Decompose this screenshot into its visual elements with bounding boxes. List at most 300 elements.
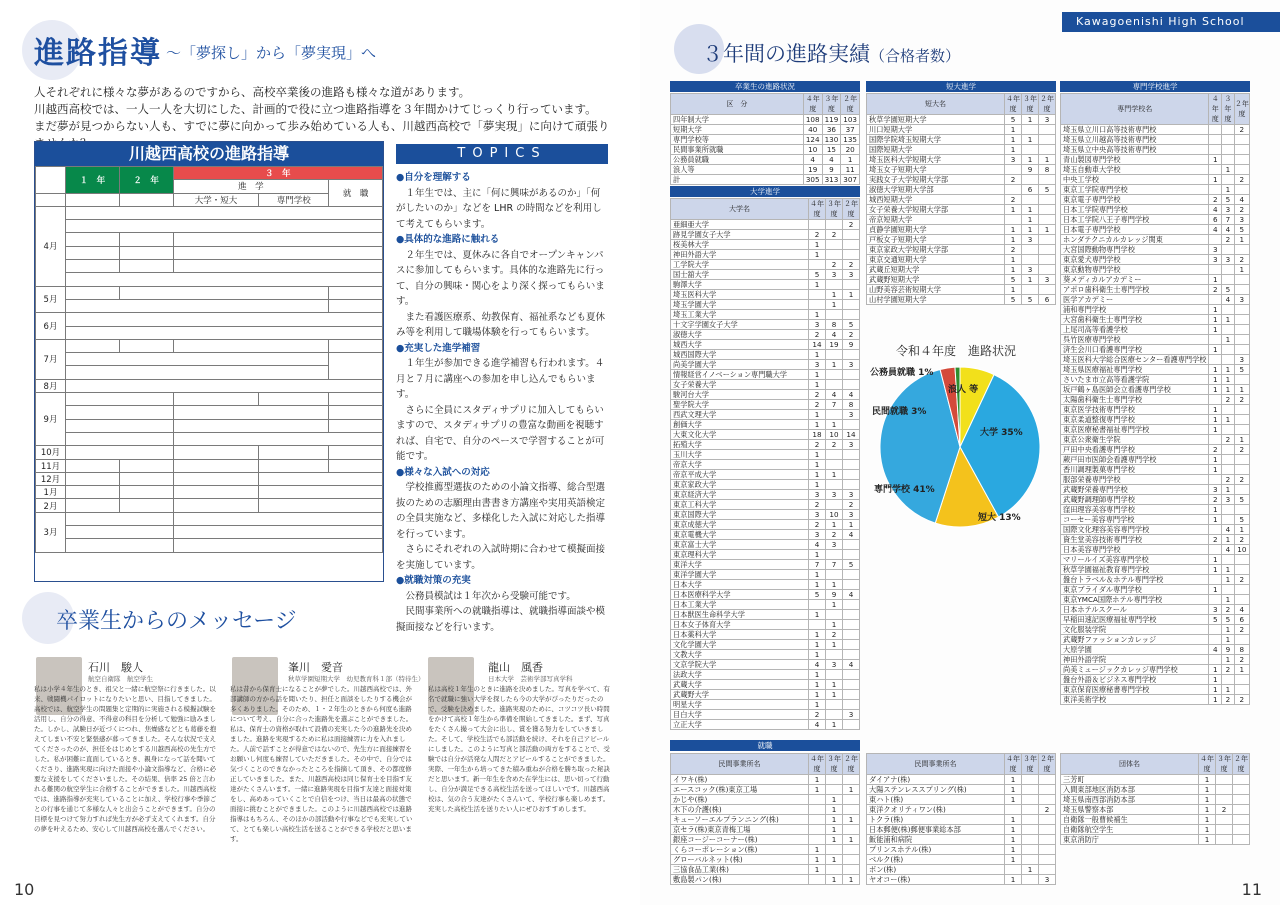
row-value <box>1216 835 1233 845</box>
row-value <box>1234 685 1249 695</box>
row-label: さいたま市立高等看護学院 <box>1061 375 1209 385</box>
row-value: 6 <box>1022 185 1039 195</box>
row-value <box>826 500 843 510</box>
topic-text: 民間事業所への就職指導は、就職指導面談や模擬面接などを行います。 <box>396 606 606 633</box>
row-value: 3 <box>1039 275 1056 285</box>
row-value: 1 <box>809 845 826 855</box>
row-value <box>843 690 860 700</box>
table-row <box>671 480 860 490</box>
table-row <box>1061 545 1250 555</box>
table-row <box>1061 145 1250 155</box>
table-row <box>671 670 860 680</box>
row-label: 東京成徳大学 <box>671 520 809 530</box>
table-row <box>1061 455 1250 465</box>
row-label: エースコック(株)東京工場 <box>671 785 809 795</box>
row-label: 日本薬科大学 <box>671 630 809 640</box>
row-value: 19 <box>803 165 822 175</box>
table-row <box>671 570 860 580</box>
row-value: 1 <box>1005 845 1022 855</box>
row-value: 36 <box>822 125 841 135</box>
row-value <box>843 825 860 835</box>
row-value <box>1209 125 1222 135</box>
table-row <box>1061 475 1250 485</box>
row-value: 14 <box>843 430 860 440</box>
table-row <box>867 245 1056 255</box>
public-service-table <box>1060 753 1250 845</box>
row-value <box>1234 405 1249 415</box>
row-value <box>1234 285 1249 295</box>
row-label: 日本工学院専門学校 <box>1061 205 1209 215</box>
table-row <box>1061 685 1250 695</box>
table-row <box>671 290 860 300</box>
row-value: 2 <box>1222 605 1235 615</box>
row-value: 8 <box>826 320 843 330</box>
row-label: 埼玉県医療福祉専門学校 <box>1061 365 1209 375</box>
row-value <box>826 410 843 420</box>
table-row <box>671 310 860 320</box>
grade1-header: １ 年 <box>66 167 120 194</box>
table-row <box>671 540 860 550</box>
row-label: 東洋美術学校 <box>1061 695 1209 705</box>
row-value <box>843 460 860 470</box>
row-label: 東京保育医療秘書専門学校 <box>1061 685 1209 695</box>
row-value <box>1209 635 1222 645</box>
table-row <box>867 775 1056 785</box>
row-value <box>843 250 860 260</box>
row-value: 10 <box>826 430 843 440</box>
table-row <box>867 235 1056 245</box>
row-value <box>826 710 843 720</box>
row-value <box>1039 245 1056 255</box>
pie-title: 令和４年度 進路状況 <box>896 344 1017 358</box>
row-value: 2 <box>843 220 860 230</box>
row-value: 1 <box>809 670 826 680</box>
row-label: ボン(株) <box>867 865 1005 875</box>
column-header-year: ２年度 <box>1040 755 1054 773</box>
row-value: 4 <box>822 155 841 165</box>
pie-label-daigaku: 大学 35% <box>980 428 1023 438</box>
row-value: 1 <box>1199 835 1216 845</box>
row-label: 目白大学 <box>671 710 809 720</box>
row-value: 1 <box>826 360 843 370</box>
table-row <box>671 380 860 390</box>
row-label: 淑徳大学短期大学部 <box>867 185 1005 195</box>
row-value: 1 <box>843 875 860 885</box>
row-value <box>1233 775 1250 785</box>
row-value <box>1039 825 1056 835</box>
table-row <box>1061 255 1250 265</box>
row-label: 国際文化理容美容専門学校 <box>1061 525 1209 535</box>
row-value <box>826 610 843 620</box>
table-row <box>671 580 860 590</box>
page-title: 進路指導 <box>34 36 162 71</box>
row-value: 1 <box>1005 775 1022 785</box>
table-row <box>867 785 1056 795</box>
row-label: 法政大学 <box>671 670 809 680</box>
row-value: 1 <box>1005 145 1022 155</box>
table-row <box>1061 265 1250 275</box>
row-value: 2 <box>826 440 843 450</box>
topic-text: さらに全員にスタディサプリに加入してもらいますので、スタディサプリの豊富な動画を視聴すれば、自宅で、自分のペースで学習することが可能です。 <box>396 404 605 462</box>
row-value: 2 <box>843 500 860 510</box>
table-row <box>1061 425 1250 435</box>
month: 10月 <box>36 446 66 459</box>
row-label: キューソーエルプランニング(株) <box>671 815 809 825</box>
row-value <box>1234 305 1249 315</box>
school-banner: Kawagoenishi High School <box>1062 12 1280 32</box>
row-value: 2 <box>1234 695 1249 705</box>
row-value <box>1039 835 1056 845</box>
column-header-year: ２年度 <box>1040 95 1054 113</box>
row-value: 1 <box>809 370 826 380</box>
table-row <box>867 145 1056 155</box>
row-value <box>826 865 843 875</box>
schedule-title: 川越西高校の進路指導 <box>35 142 383 166</box>
row-value <box>1222 425 1235 435</box>
row-value: 11 <box>841 165 860 175</box>
row-label: 東洋大学 <box>671 560 809 570</box>
row-value: 1 <box>1005 855 1022 865</box>
row-value: 124 <box>803 135 822 145</box>
row-value: 20 <box>841 145 860 155</box>
row-value <box>1039 145 1056 155</box>
row-value: 5 <box>1234 365 1249 375</box>
row-value <box>1234 595 1249 605</box>
table-row <box>1061 805 1250 815</box>
row-value <box>1222 325 1235 335</box>
table-row <box>671 250 860 260</box>
row-value <box>1234 425 1249 435</box>
row-value: 2 <box>809 520 826 530</box>
column-header-year: ３年度 <box>822 94 841 115</box>
graduate-name: 石川 駿人 <box>88 661 143 674</box>
row-value: 4 <box>809 720 826 730</box>
column-header-year: ２年度 <box>844 755 858 773</box>
row-value <box>826 670 843 680</box>
row-value: 1 <box>1234 525 1249 535</box>
row-value <box>1216 825 1233 835</box>
table-row <box>671 350 860 360</box>
row-value <box>1022 805 1039 815</box>
daigaku-header: 大学・短大 <box>173 193 259 206</box>
row-value: 1 <box>1222 365 1235 375</box>
row-value <box>1216 785 1233 795</box>
row-value: 3 <box>826 540 843 550</box>
row-value: 313 <box>822 175 841 185</box>
row-label: 京セラ(株)東京青梅工場 <box>671 825 809 835</box>
row-label: 入間東部地区消防本部 <box>1061 785 1199 795</box>
row-value <box>826 460 843 470</box>
table-row <box>1061 225 1250 235</box>
grade3-header: ３ 年 <box>173 167 382 180</box>
row-value: 1 <box>826 300 843 310</box>
table-row <box>671 825 860 835</box>
row-value <box>1039 785 1056 795</box>
row-value <box>826 220 843 230</box>
table-row <box>1061 575 1250 585</box>
row-value <box>843 570 860 580</box>
row-value: 1 <box>826 835 843 845</box>
employer-table-2 <box>866 753 1056 885</box>
table-row <box>671 430 860 440</box>
row-label: 東京医学技術専門学校 <box>1061 405 1209 415</box>
row-value <box>1222 245 1235 255</box>
row-label: 青山製図専門学校 <box>1061 155 1209 165</box>
row-value <box>1209 545 1222 555</box>
row-value: 2 <box>826 230 843 240</box>
table-row <box>671 460 860 470</box>
row-value <box>1233 805 1250 815</box>
table-row <box>867 205 1056 215</box>
column-header-year: ２年度 <box>1234 94 1249 125</box>
row-value <box>843 470 860 480</box>
row-value <box>843 670 860 680</box>
table-row <box>867 285 1056 295</box>
row-label: 跡見学園女子大学 <box>671 230 809 240</box>
row-value <box>809 795 826 805</box>
row-value: 19 <box>826 340 843 350</box>
row-value: 2 <box>1234 125 1249 135</box>
row-value: 1 <box>826 680 843 690</box>
row-value <box>1216 795 1233 805</box>
row-label: 駒澤大学 <box>671 280 809 290</box>
row-value <box>1209 265 1222 275</box>
row-value: 3 <box>1222 495 1235 505</box>
row-value <box>826 845 843 855</box>
row-label: 三芳町 <box>1061 775 1199 785</box>
row-value: 2 <box>1005 175 1022 185</box>
table-row <box>1061 365 1250 375</box>
row-value <box>826 370 843 380</box>
row-value <box>809 260 826 270</box>
row-value <box>843 600 860 610</box>
row-label: 自衛隊一般曹候補生 <box>1061 815 1199 825</box>
row-value: 1 <box>1199 795 1216 805</box>
pie-label-minkan: 民間就職 3% <box>872 407 927 417</box>
row-value: 3 <box>843 270 860 280</box>
row-label: 埼玉女子短期大学 <box>867 165 1005 175</box>
row-value: 3 <box>843 490 860 500</box>
column-header-year: ４年度 <box>803 94 822 115</box>
row-value: 1 <box>841 155 860 165</box>
page-number: 10 <box>14 880 35 899</box>
row-value: 1 <box>1022 205 1039 215</box>
row-label: 埼玉医科大学短期大学 <box>867 155 1005 165</box>
table-row <box>671 115 860 125</box>
row-value: 2 <box>809 710 826 720</box>
row-value: 5 <box>843 560 860 570</box>
pie-label-tandai: 短大 13% <box>978 513 1021 523</box>
row-value <box>1039 775 1056 785</box>
table-row <box>671 165 860 175</box>
row-value: 2 <box>826 260 843 270</box>
table-row <box>867 225 1056 235</box>
row-label: 資生堂美容技術専門学校 <box>1061 535 1209 545</box>
row-value: 1 <box>1005 235 1022 245</box>
row-label: 服部栄養専門学校 <box>1061 475 1209 485</box>
row-value <box>1022 845 1039 855</box>
table-row <box>1061 445 1250 455</box>
row-value: 1 <box>843 815 860 825</box>
row-value: 1 <box>809 630 826 640</box>
table-row <box>671 145 860 155</box>
row-label: 文京学院大学 <box>671 660 809 670</box>
row-label: プリンスホテル(株) <box>867 845 1005 855</box>
row-value: 1 <box>809 680 826 690</box>
row-value <box>1222 155 1235 165</box>
column-header-year: ２年度 <box>844 200 858 218</box>
table-row <box>671 390 860 400</box>
row-value <box>826 570 843 580</box>
row-value: 2 <box>809 230 826 240</box>
table-row <box>671 330 860 340</box>
row-label: 銀座コージーコーナー(株) <box>671 835 809 845</box>
row-value <box>809 290 826 300</box>
row-value: 3 <box>843 710 860 720</box>
row-value <box>1209 145 1222 155</box>
row-value: 1 <box>1005 285 1022 295</box>
row-value <box>1234 675 1249 685</box>
row-label: 秋草学園短期大学 <box>867 115 1005 125</box>
row-value: 1 <box>809 690 826 700</box>
row-label: 日本電子専門学校 <box>1061 225 1209 235</box>
shingaku-header: 進 学 <box>173 180 329 193</box>
row-value: 3 <box>809 320 826 330</box>
row-value: 1 <box>1222 185 1235 195</box>
row-value: 8 <box>1039 165 1056 175</box>
row-value: 1 <box>1005 225 1022 235</box>
row-value: 1 <box>1022 275 1039 285</box>
row-value <box>1209 475 1222 485</box>
row-value: 1 <box>1209 505 1222 515</box>
topic-heading: ●充実した進学補習 <box>396 342 481 354</box>
row-value <box>843 280 860 290</box>
row-label: 東京富士大学 <box>671 540 809 550</box>
row-value <box>1039 255 1056 265</box>
row-label: 太陽歯科衛生士専門学校 <box>1061 395 1209 405</box>
column-header-year: ４年度 <box>810 200 824 218</box>
row-value: 4 <box>843 530 860 540</box>
row-value: 1 <box>1222 575 1235 585</box>
row-value: 1 <box>809 380 826 390</box>
row-value <box>1234 275 1249 285</box>
table-row <box>671 600 860 610</box>
row-value <box>843 680 860 690</box>
table-row <box>671 240 860 250</box>
row-value: 5 <box>1005 275 1022 285</box>
summary-header: 卒業生の進路状況 <box>670 81 860 92</box>
shushoku-header: 就職 <box>670 740 860 751</box>
table-row <box>1061 785 1250 795</box>
table-row <box>1061 815 1250 825</box>
pie-label-koumuin: 公務員就職 1% <box>870 368 934 378</box>
row-value <box>1209 575 1222 585</box>
row-label: 日本獣医生命科学大学 <box>671 610 809 620</box>
column-header-year: ３年度 <box>1023 755 1037 773</box>
table-row <box>867 215 1056 225</box>
row-value: 2 <box>1234 625 1249 635</box>
month: 5月 <box>36 286 66 313</box>
column-header-name: 民間事業所名 <box>671 754 809 775</box>
row-value: 1 <box>1022 865 1039 875</box>
row-label: 駿河台大学 <box>671 390 809 400</box>
graduate-message: 私は昔から保育士になることが夢でした。川越西高校では、外部講師の方から話を聞いたり、担任と面談をしたりする機会が多くありました。そのため、１・２年生のときから何度も進路について考え、自分に合った進路先を選ぶことができました。私は、保育士の資格が取れて設備の充実した今の進路先を決めました。進路を実現するために私は面接練習に力を入れました。人前で話すことが得意ではないので、先生方に面接練習をお願いし何度も練習していただきました。その中で、自分では気づくことのできなかったところを指摘して頂き、その都度修正していきました。また、川越西高校は同じ保育士を目指す友達がたくさんいます。一緒に進路実現を目指す友達と面接対策をし、高めあっていくことで自信をつけ、当日は最高の状態で面接に挑むことができました。このように川越西高校では進路指導はもちろん、そのほかの部活動や行事などでも充実していて、とても楽しい高校生活を送ることができる学校だと思います。 <box>230 685 413 843</box>
row-value: 10 <box>1234 545 1249 555</box>
row-value <box>1039 195 1056 205</box>
table-row <box>671 340 860 350</box>
table-row <box>671 400 860 410</box>
row-value: 3 <box>843 410 860 420</box>
row-value: 3 <box>826 490 843 500</box>
row-value <box>1005 805 1022 815</box>
row-value: 1 <box>1209 155 1222 165</box>
table-row <box>671 560 860 570</box>
row-value <box>1209 235 1222 245</box>
row-label: 東京理科大学 <box>671 550 809 560</box>
table-row <box>671 720 860 730</box>
row-value <box>843 610 860 620</box>
senmon-table <box>1060 93 1250 705</box>
row-label: 文教大学 <box>671 650 809 660</box>
row-value: 4 <box>1209 645 1222 655</box>
row-value <box>1234 135 1249 145</box>
row-value <box>843 310 860 320</box>
message-title: 卒業生からのメッセージ <box>56 609 297 634</box>
row-value: 3 <box>809 510 826 520</box>
row-value: 307 <box>841 175 860 185</box>
row-value <box>1039 265 1056 275</box>
row-value: 3 <box>843 360 860 370</box>
table-row <box>1061 235 1250 245</box>
row-value: 1 <box>1209 685 1222 695</box>
month: 2月 <box>36 499 66 512</box>
table-row <box>671 470 860 480</box>
row-value: 5 <box>809 590 826 600</box>
row-value <box>1222 305 1235 315</box>
row-label: 武蔵野ファッションカレッジ <box>1061 635 1209 645</box>
row-value: 2 <box>1222 235 1235 245</box>
row-value: 5 <box>1222 195 1235 205</box>
row-value <box>1234 455 1249 465</box>
row-value <box>1039 815 1056 825</box>
row-value <box>843 855 860 865</box>
row-value: 1 <box>809 470 826 480</box>
row-value: 3 <box>1022 265 1039 275</box>
row-label: 日本ホテルスクール <box>1061 605 1209 615</box>
row-value <box>1022 245 1039 255</box>
row-label: 医学アカデミー <box>1061 295 1209 305</box>
row-value <box>1233 835 1250 845</box>
row-value: 1 <box>843 520 860 530</box>
row-value <box>826 785 843 795</box>
row-value <box>843 230 860 240</box>
column-header-year: ４年度 <box>1209 94 1222 125</box>
row-label: 中央工学校 <box>1061 175 1209 185</box>
table-row <box>1061 525 1250 535</box>
graduate-affiliation: 日本大学 芸術学部写真学科 <box>488 675 573 683</box>
table-row <box>867 875 1056 885</box>
row-value: 1 <box>1209 465 1222 475</box>
row-value <box>1039 205 1056 215</box>
row-value: 1 <box>1022 225 1039 235</box>
row-value <box>1022 795 1039 805</box>
row-label: 尚美ミュージックカレッジ専門学校 <box>1061 665 1209 675</box>
table-row <box>671 155 860 165</box>
table-row <box>1061 295 1250 305</box>
table-row <box>671 135 860 145</box>
row-value <box>1234 485 1249 495</box>
row-label: 国際学院埼玉短期大学 <box>867 135 1005 145</box>
